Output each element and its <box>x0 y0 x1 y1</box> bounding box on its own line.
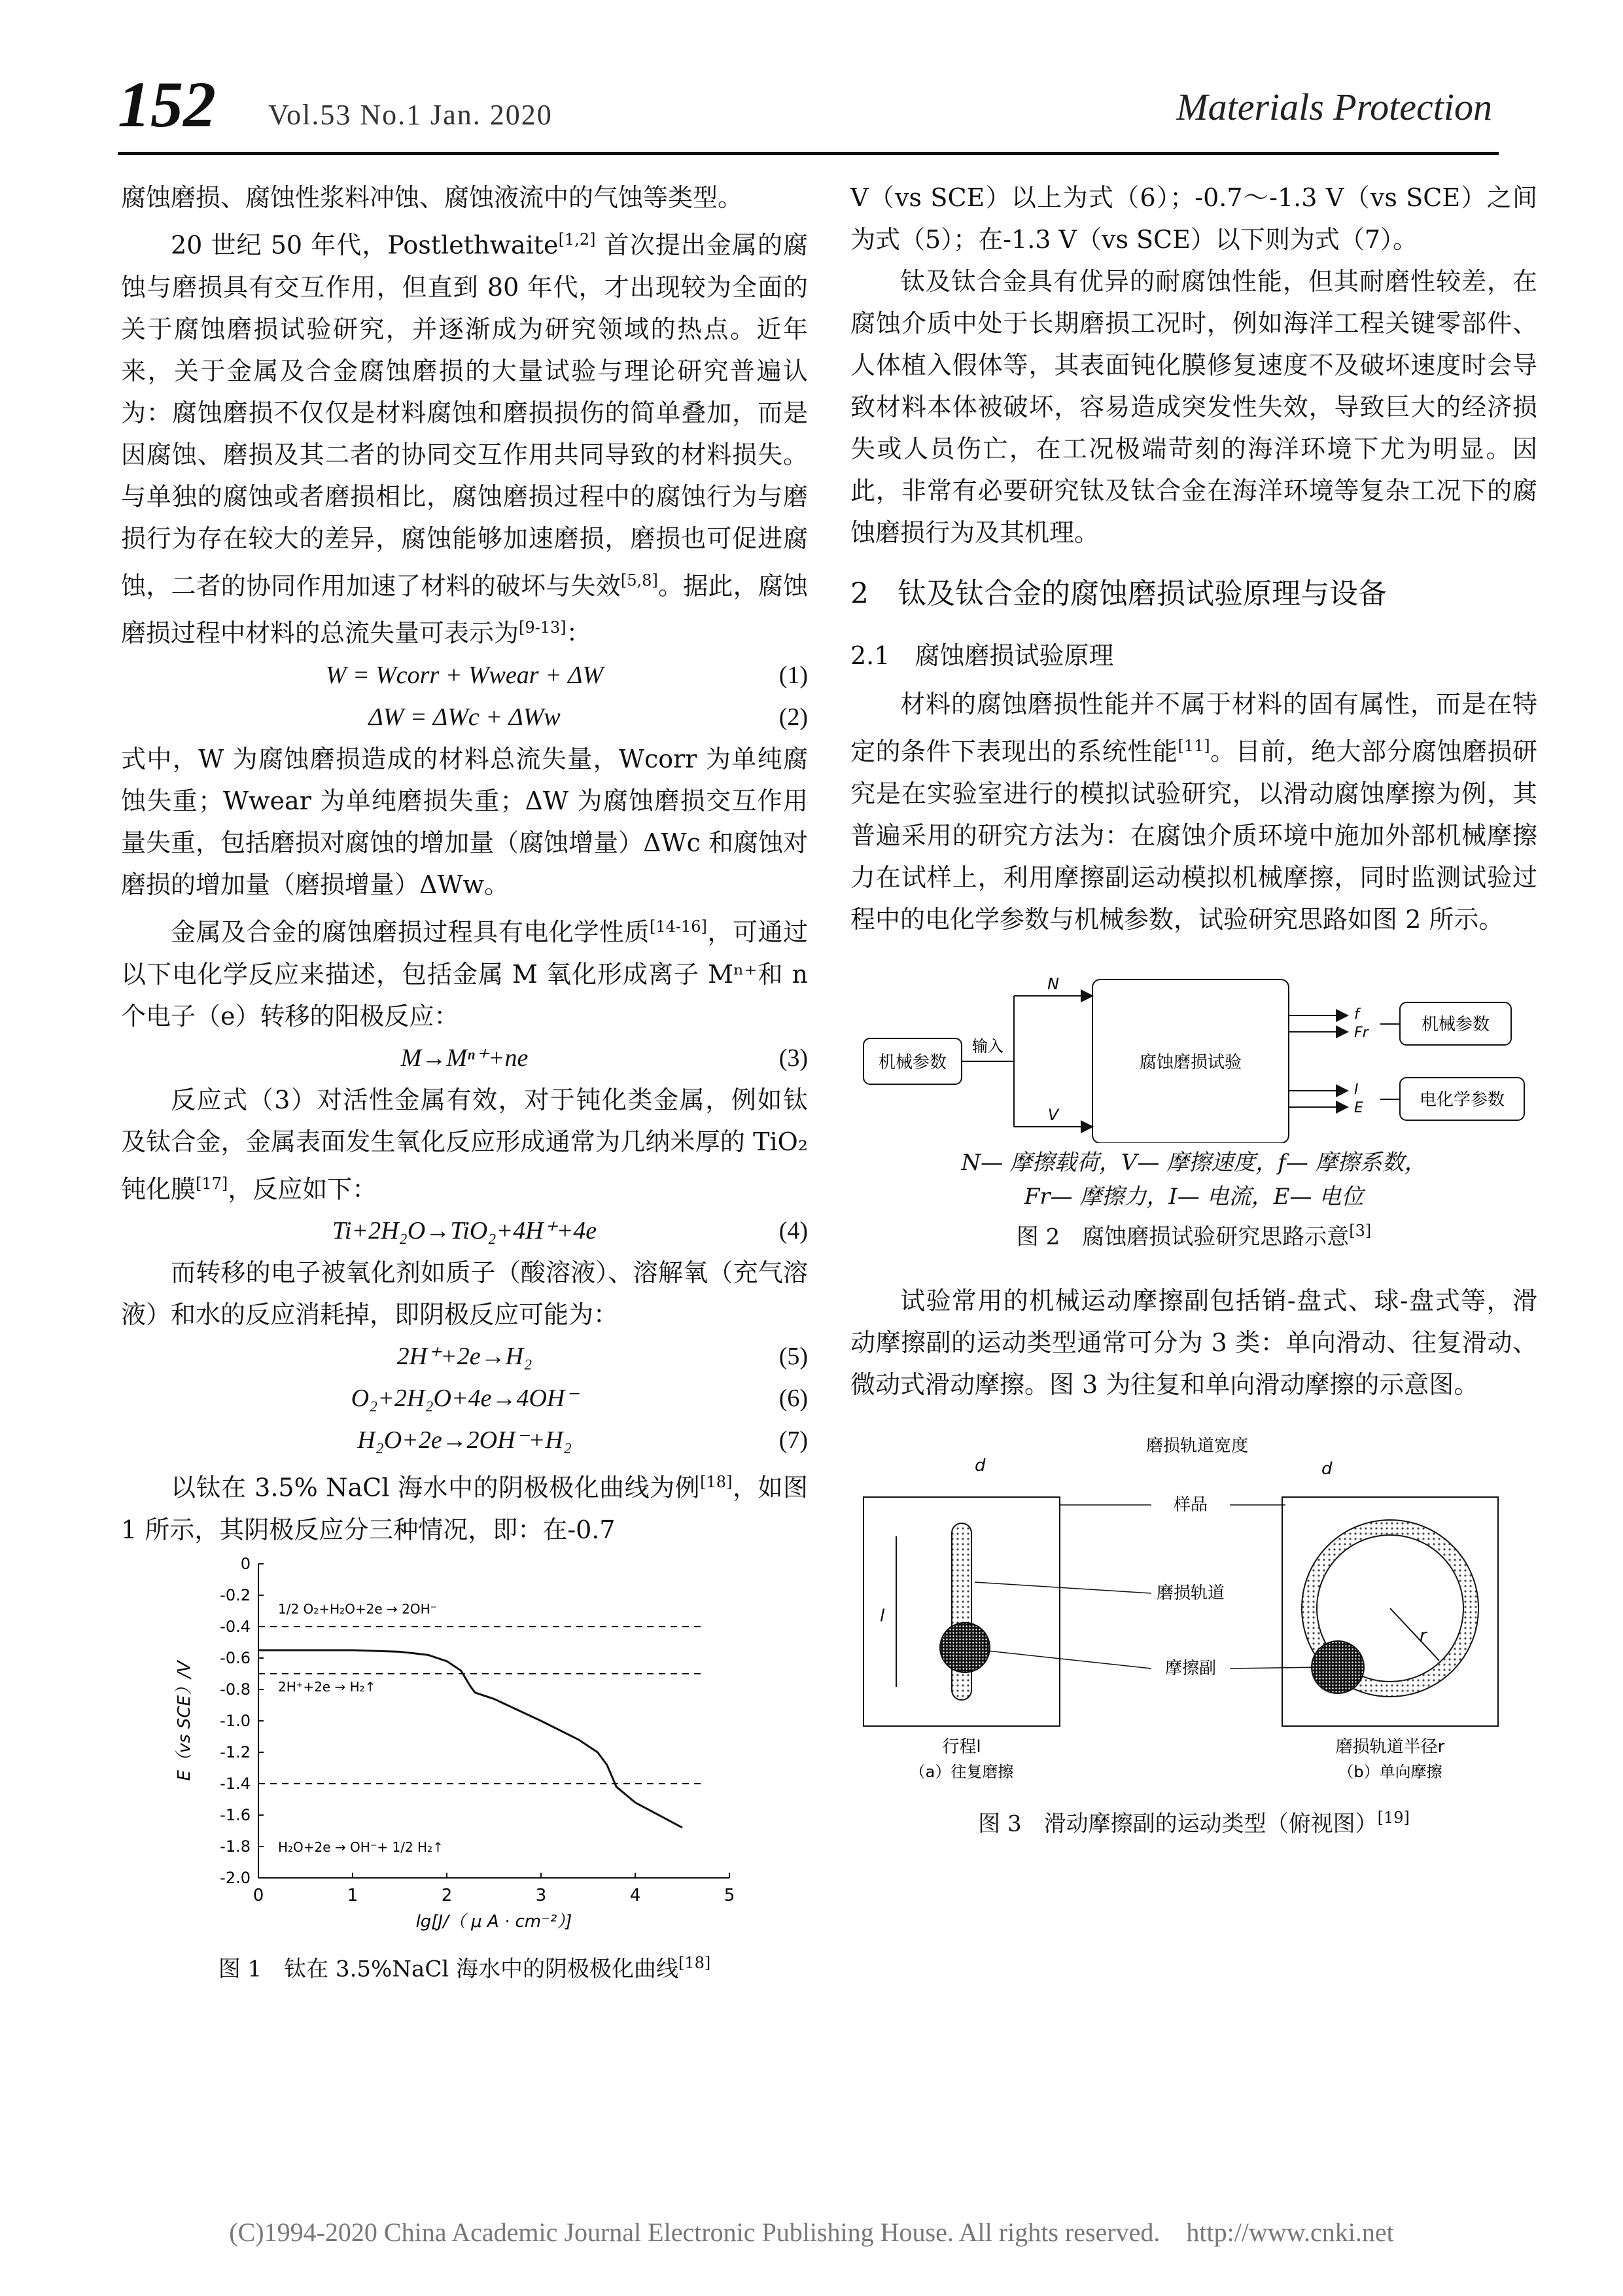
x-tick-label: 2 <box>441 1885 453 1905</box>
label-d-b: d <box>1321 1458 1333 1479</box>
polarization-curve <box>258 1650 682 1828</box>
x-tick-label: 3 <box>535 1885 547 1905</box>
paragraph: 式中，W 为腐蚀磨损造成的材料总流失量，Wcorr 为单纯腐蚀失重；Wwear 为单纯磨损失重；ΔW 为腐蚀磨损交互作用量失重，包括磨损对腐蚀的增加量（腐蚀增量）ΔWc 和腐蚀对磨损的增加量（磨损增量）ΔWw。 <box>121 744 808 899</box>
pair-label: 摩擦副 <box>1164 1658 1217 1678</box>
equation: O₂+2H₂O+4e→4OH⁻ (6) <box>351 1385 808 1413</box>
y-tick-label: -1.4 <box>220 1774 251 1793</box>
label-l: l <box>880 1606 885 1626</box>
y-tick-label: -0.8 <box>220 1680 251 1699</box>
pair-a <box>940 1623 990 1672</box>
paragraph: 金属及合金的腐蚀磨损过程具有电化学性质[14-16]，可通过以下电化学反应来描述，包括金属 M 氧化形成离子 Mⁿ⁺和 n 个电子（e）转移的阳极反应： <box>121 917 808 1031</box>
figure-2-legend-1: N— 摩擦载荷，V— 摩擦速度，f— 摩擦系数， <box>961 1149 1427 1176</box>
label-Fr: Fr <box>1354 1024 1369 1041</box>
paragraph: 腐蚀磨损、腐蚀性浆料冲蚀、腐蚀液流中的气蚀等类型。 <box>121 183 743 212</box>
header-rule <box>118 152 1499 155</box>
y-tick-label: 0 <box>240 1554 251 1573</box>
track-width-label: 磨损轨道宽度 <box>1145 1436 1249 1456</box>
mech-output-label: 机械参数 <box>1421 1014 1490 1034</box>
stroke-label: 行程l <box>942 1737 981 1757</box>
figure-2-caption: 图 2 腐蚀磨损试验研究思路示意[3] <box>1016 1221 1372 1250</box>
paragraph: 以钛在 3.5% NaCl 海水中的阴极极化曲线为例[18]，如图 1 所示，其阴极反应分三种情况，即：在-0.7 <box>121 1473 808 1544</box>
y-tick-label: -0.4 <box>220 1617 251 1636</box>
journal-title: Materials Protection <box>1176 86 1492 128</box>
figure-1 <box>121 1551 808 1986</box>
figure-3-caption: 图 3 滑动摩擦副的运动类型（俯视图）[19] <box>978 1808 1410 1837</box>
x-axis-label: lg[J/（ μ A · cm⁻²）] <box>415 1911 572 1932</box>
y-axis-label: E（vs SCE）/V <box>175 1661 194 1781</box>
sliding-types-diagram <box>850 1432 1537 1798</box>
track-a <box>952 1523 971 1700</box>
paragraph: V（vs SCE）以上为式（6）；-0.7～-1.3 V（vs SCE）之间为式（5）；在-1.3 V（vs SCE）以下则为式（7）。 <box>850 183 1537 254</box>
annotation-1: 1/2 O₂+H₂O+2e → 2OH⁻ <box>278 1600 438 1617</box>
paragraph: 钛及钛合金具有优异的耐腐蚀性能，但其耐磨性较差，在腐蚀介质中处于长期磨损工况时，例如海洋工程关键零部件、人体植入假体等，其表面钝化膜修复速度不及破坏速度时会导致材料本体被破坏，容易造成突发性失效，导致巨大的经济损失或人员伤亡，在工况极端苛刻的海洋环境下尤为明显。因此，非常有必要研究钛及钛合金在海洋环境等复杂工况下的腐蚀磨损行为及其机理。 <box>850 267 1537 547</box>
x-tick-label: 4 <box>629 1885 641 1905</box>
equation: W = Wcorr + Wwear + ΔW (1) <box>325 661 808 689</box>
paragraph: 材料的腐蚀磨损性能并不属于材料的固有属性，而是在特定的条件下表现出的系统性能[11]。目前，绝大部分腐蚀磨损研究是在实验室进行的模拟试验研究，以滑动腐蚀摩擦为例，其普遍采用的研究方法为：在腐蚀介质环境中施加外部机械摩擦力在试样上，利用摩擦副运动模拟机械摩擦，同时监测试验过程中的电化学参数与机械参数，试验研究思路如图 2 所示。 <box>850 690 1537 934</box>
y-tick-label: -0.6 <box>220 1648 251 1667</box>
copyright-footer: (C)1994-2020 China Academic Journal Electronic Publishing House. All rights reserved. http://www.cnki.net <box>229 2217 1394 2247</box>
subcaption-b: （b）单向摩擦 <box>1338 1762 1442 1781</box>
equation: M→Mⁿ⁺+ne (3) <box>400 1044 808 1072</box>
flow-diagram <box>850 966 1537 1143</box>
echem-output-label: 电化学参数 <box>1419 1089 1505 1110</box>
label-r: r <box>1420 1625 1427 1646</box>
y-tick-label: -1.6 <box>220 1805 251 1824</box>
polarization-chart <box>121 1551 808 1943</box>
label-V: V <box>1047 1105 1059 1124</box>
label-f: f <box>1354 1006 1359 1023</box>
equation: Ti+2H₂O→TiO₂+4H⁺+4e (4) <box>332 1217 808 1245</box>
page-number: 152 <box>118 68 216 141</box>
subsection-heading: 2.1 腐蚀磨损试验原理 <box>850 641 1114 670</box>
right-column <box>850 177 1537 1841</box>
radius-label: 磨损轨道半径r <box>1335 1737 1445 1757</box>
y-tick-label: -1.8 <box>220 1837 251 1856</box>
annotation-2: 2H⁺+2e → H₂↑ <box>278 1678 376 1695</box>
x-tick-label: 0 <box>253 1885 264 1905</box>
paragraph: 20 世纪 50 年代，Postlethwaite[1,2] 首次提出金属的腐蚀与磨损具有交互作用，但直到 80 年代，才出现较为全面的关于腐蚀磨损试验研究，并逐渐成为研究领域的热点。近年来，关于金属及合金腐蚀磨损的大量试验与理论研究普遍认为：腐蚀磨损不仅仅是材料腐蚀和磨损损伤的简单叠加，而是因腐蚀、磨损及其二者的协同交互作用共同导致的材料损失。与单独的腐蚀或者磨损相比，腐蚀磨损过程中的腐蚀行为与磨损行为存在较大的差异，腐蚀能够加速磨损，磨损也可促进腐蚀，二者的协同作用加速了材料的破坏与失效[5,8]。据此，腐蚀磨损过程中材料的总流失量可表示为[9-13]： <box>121 230 808 648</box>
equation: H₂O+2e→2OH⁻+H₂ (7) <box>357 1426 808 1455</box>
label-d-a: d <box>975 1455 986 1475</box>
left-column <box>121 177 808 1986</box>
input-label: 输入 <box>972 1036 1003 1055</box>
annotation-3: H₂O+2e → OH⁻+ 1/2 H₂↑ <box>278 1839 444 1855</box>
label-E: E <box>1354 1099 1363 1116</box>
figure-1-caption: 图 1 钛在 3.5%NaCl 海水中的阴极极化曲线[18] <box>218 1953 711 1983</box>
paragraph: 而转移的电子被氧化剂如质子（酸溶液）、溶解氧（充气溶液）和水的反应消耗掉，即阴极反应可能为： <box>121 1258 808 1330</box>
figure-2-legend-2: Fr— 摩擦力，I— 电流，E— 电位 <box>1024 1183 1364 1210</box>
subcaption-a: （a）往复磨擦 <box>909 1762 1014 1781</box>
section-heading: 2 钛及钛合金的腐蚀磨损试验原理与设备 <box>850 577 1387 610</box>
paragraph: 反应式（3）对活性金属有效，对于钝化类金属，例如钛及钛合金，金属表面发生氧化反应形成通常为几纳米厚的 TiO₂钝化膜[17]，反应如下： <box>121 1085 808 1204</box>
label-I: I <box>1354 1081 1359 1098</box>
y-tick-label: -1.0 <box>220 1711 251 1730</box>
y-tick-label: -2.0 <box>220 1868 251 1887</box>
x-tick-label: 5 <box>724 1885 735 1905</box>
track-label: 磨损轨道 <box>1156 1583 1225 1603</box>
figure-2 <box>850 966 1537 1254</box>
figure-3 <box>850 1432 1537 1841</box>
label-N: N <box>1047 974 1059 993</box>
equation: ΔW = ΔWc + ΔWw (2) <box>368 703 808 731</box>
volume-info: Vol.53 No.1 Jan. 2020 <box>268 99 553 131</box>
paragraph: 试验常用的机械运动摩擦副包括销-盘式、球-盘式等，滑动摩擦副的运动类型通常可分为 3 类：单向滑动、往复滑动、微动式滑动摩擦。图 3 为往复和单向滑动摩擦的示意图。 <box>850 1286 1537 1399</box>
input-box-label: 机械参数 <box>878 1052 947 1072</box>
y-tick-label: -0.2 <box>220 1585 251 1604</box>
x-tick-label: 1 <box>347 1885 358 1905</box>
y-tick-label: -1.2 <box>220 1742 251 1761</box>
equation: 2H⁺+2e→H₂ (5) <box>396 1343 808 1371</box>
center-box-label: 腐蚀磨损试验 <box>1139 1052 1242 1072</box>
sample-label: 样品 <box>1173 1494 1208 1515</box>
